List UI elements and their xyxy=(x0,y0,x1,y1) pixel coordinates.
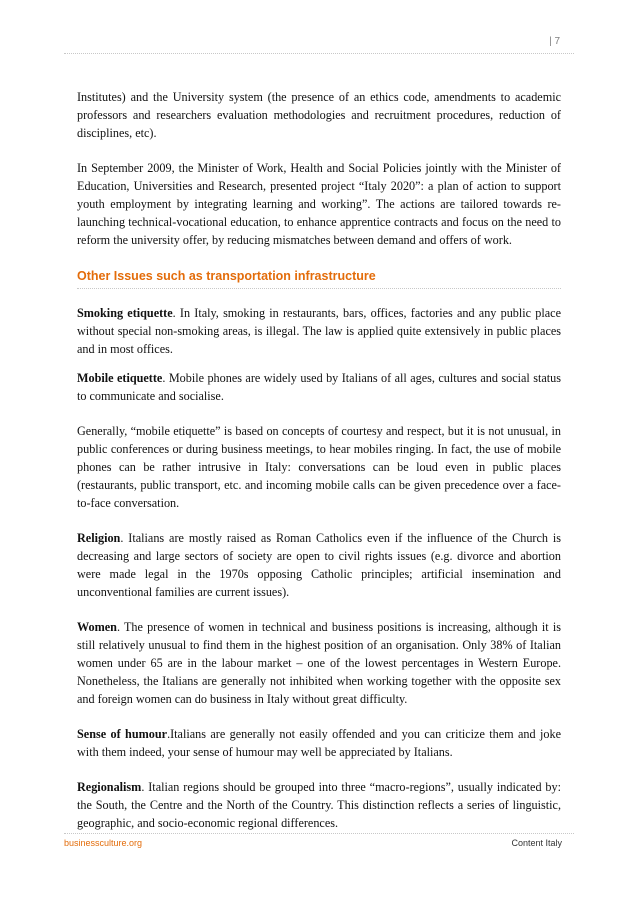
regionalism-text: . Italian regions should be grouped into three “macro-regions”, usually indicated by: the South, the Centre and the North of the Country. This distinction reflects a series of linguistic, geographic, and socio-economic regional differences. xyxy=(77,780,561,830)
paragraph-smoking xyxy=(77,304,561,358)
paragraph-generally: Generally, “mobile etiquette” is based on concepts of courtesy and respect, but it is not unusual, in public conferences or during business meetings, to hear mobiles ringing. In fact, the use of mobile phones can be rather intrusive in Italy: conversations can be loud even in public places (restaurants, public transport, etc. and incoming mobile calls can be given precedence over a face-to-face conversation. xyxy=(77,424,561,510)
mobile-label: Mobile etiquette xyxy=(77,371,163,385)
footer-divider xyxy=(64,833,574,834)
regionalism-label: Regionalism xyxy=(77,780,142,794)
women-text: . The presence of women in technical and business positions is increasing, although it is still relatively unusual to find them in the highest position of an organisation. Only 38% of Italian women under 65 are in the labour market – one of the lowest percentages in Western Europe. Nonetheless, the Italians are generally not inhibited when working together with the opposite sex and foreign women can do business in Italy without great difficulty. xyxy=(77,620,561,706)
religion-text: . Italians are mostly raised as Roman Catholics even if the influence of the Church is decreasing and large sectors of society are open to civil rights issues (e.g. divorce and abortion were made legal in the 1970s opposing Catholic principles; artificial insemination and unconventional families are current issues). xyxy=(77,531,561,599)
section-heading: Other Issues such as transportation infrastructure xyxy=(77,267,561,289)
paragraph-mobile xyxy=(77,369,561,405)
paragraph-institutes: Institutes) and the University system (the presence of an ethics code, amendments to academic professors and researchers evaluation methodologies and recruitment procedures, reduction of disciplines, etc). xyxy=(77,90,561,140)
footer-section-label: Content Italy xyxy=(511,838,562,848)
humour-text: .Italians are generally not easily offended and you can criticize them and joke with them indeed, your sense of humour may well be appreciated by Italians. xyxy=(77,727,561,759)
page-number: | 7 xyxy=(549,36,560,47)
paragraph-regionalism xyxy=(77,778,561,832)
mobile-text: . Mobile phones are widely used by Italians of all ages, cultures and social status to communicate and socialise. xyxy=(77,371,561,403)
smoking-label: Smoking etiquette xyxy=(77,306,173,320)
footer-website: businessculture.org xyxy=(64,838,143,848)
paragraph-religion xyxy=(77,529,561,601)
humour-label: Sense of humour xyxy=(77,727,168,741)
paragraph-women xyxy=(77,618,561,708)
paragraph-humour xyxy=(77,725,561,761)
smoking-text: . In Italy, smoking in restaurants, bars, offices, factories and any public place without special non-smoking areas, is illegal. The law is applied quite extensively in public places and in most offices. xyxy=(77,306,561,356)
paragraph-italy-2020: In September 2009, the Minister of Work, Health and Social Policies jointly with the Minister of Education, Universities and Research, presented project “Italy 2020”: a plan of action to support youth employment by integrating learning and working”. The actions are tailored towards re-launching technical-vocational education, to enhance apprentice contracts and focus on the need to reform the university offer, by reducing mismatches between demand and offers of work. xyxy=(77,161,561,247)
religion-label: Religion xyxy=(77,531,121,545)
document-body xyxy=(77,88,561,843)
women-label: Women xyxy=(77,620,117,634)
header-divider xyxy=(64,53,574,54)
